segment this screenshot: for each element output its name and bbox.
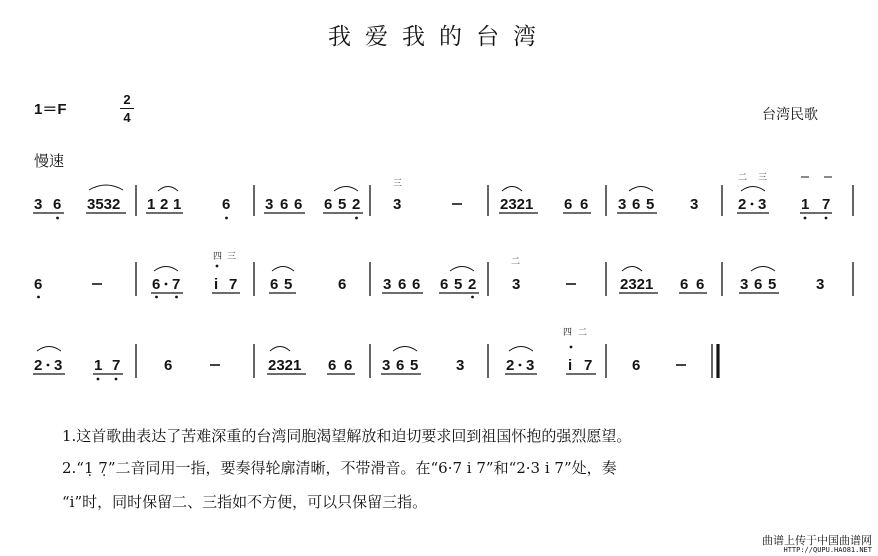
svg-text:6: 6 bbox=[754, 276, 763, 293]
svg-text:三: 三 bbox=[393, 179, 403, 189]
svg-text:6: 6 bbox=[222, 196, 231, 213]
svg-text:6: 6 bbox=[680, 276, 689, 293]
time-signature-bottom: 4 bbox=[123, 110, 131, 125]
time-signature-top: 2 bbox=[123, 92, 131, 107]
svg-text:3: 3 bbox=[265, 196, 274, 213]
svg-text:2: 2 bbox=[506, 357, 515, 374]
svg-text:6: 6 bbox=[440, 276, 449, 293]
watermark-line-2: HTTP://QUPU.HAO81.NET bbox=[783, 546, 872, 554]
svg-text:3: 3 bbox=[740, 276, 749, 293]
svg-text:3: 3 bbox=[456, 357, 465, 374]
svg-text:7: 7 bbox=[822, 196, 831, 213]
svg-text:5: 5 bbox=[768, 276, 777, 293]
svg-text:2: 2 bbox=[160, 196, 169, 213]
svg-text:3: 3 bbox=[758, 196, 767, 213]
explanation-note-2: 2.“1̣ 7̣”二音同用一指，要奏得轮廓清晰，不带滑音。在“6·7 i 7”和“2·3 i 7”处，奏 bbox=[62, 459, 617, 477]
tempo-marking: 慢速 bbox=[34, 152, 65, 170]
song-origin: 台湾民歌 bbox=[762, 107, 818, 123]
svg-text:6: 6 bbox=[564, 196, 573, 213]
svg-text:1: 1 bbox=[94, 357, 103, 374]
svg-text:6: 6 bbox=[412, 276, 421, 293]
svg-text:6: 6 bbox=[396, 357, 405, 374]
svg-text:二: 二 bbox=[738, 173, 748, 183]
svg-text:6: 6 bbox=[294, 196, 303, 213]
svg-text:2: 2 bbox=[738, 196, 747, 213]
svg-text:2: 2 bbox=[468, 276, 477, 293]
svg-text:2: 2 bbox=[352, 196, 361, 213]
svg-text:1: 1 bbox=[801, 196, 810, 213]
svg-text:2: 2 bbox=[34, 357, 43, 374]
svg-text:5: 5 bbox=[646, 196, 655, 213]
svg-text:7: 7 bbox=[172, 276, 181, 293]
page-title: 我爱我的台湾 bbox=[328, 24, 550, 50]
svg-text:1: 1 bbox=[173, 196, 182, 213]
svg-text:二: 二 bbox=[578, 328, 588, 338]
watermark-line-1: 曲谱上传于中国曲谱网 bbox=[762, 534, 872, 547]
svg-text:6: 6 bbox=[164, 357, 173, 374]
svg-text:2321: 2321 bbox=[620, 276, 654, 293]
svg-text:6: 6 bbox=[398, 276, 407, 293]
key-signature: 1＝F bbox=[34, 101, 67, 118]
svg-text:6: 6 bbox=[280, 196, 289, 213]
svg-text:6: 6 bbox=[632, 196, 641, 213]
svg-text:3: 3 bbox=[526, 357, 535, 374]
svg-text:3: 3 bbox=[382, 357, 391, 374]
svg-text:3: 3 bbox=[383, 276, 392, 293]
svg-text:6: 6 bbox=[580, 196, 589, 213]
svg-text:6: 6 bbox=[270, 276, 279, 293]
svg-text:7: 7 bbox=[112, 357, 121, 374]
svg-text:5: 5 bbox=[338, 196, 347, 213]
svg-text:三: 三 bbox=[227, 252, 237, 262]
svg-text:6: 6 bbox=[324, 196, 333, 213]
svg-text:6: 6 bbox=[152, 276, 161, 293]
svg-text:6: 6 bbox=[344, 357, 353, 374]
svg-text:3: 3 bbox=[618, 196, 627, 213]
svg-text:7: 7 bbox=[229, 276, 238, 293]
svg-text:3532: 3532 bbox=[87, 196, 121, 213]
svg-text:6: 6 bbox=[328, 357, 337, 374]
svg-text:3: 3 bbox=[393, 196, 402, 213]
svg-text:2321: 2321 bbox=[500, 196, 534, 213]
svg-text:二: 二 bbox=[511, 257, 521, 267]
svg-text:6: 6 bbox=[34, 276, 43, 293]
svg-text:5: 5 bbox=[410, 357, 419, 374]
explanation-note-1: 1.这首歌曲表达了苦难深重的台湾同胞渴望解放和迫切要求回到祖国怀抱的强烈愿望。 bbox=[62, 427, 632, 445]
score-line-1 bbox=[33, 172, 832, 219]
svg-text:3: 3 bbox=[690, 196, 699, 213]
svg-text:3: 3 bbox=[512, 276, 521, 293]
svg-text:i: i bbox=[214, 276, 219, 293]
explanation-note-3: “i”时，同时保留二、三指如不方便，可以只保留三指。 bbox=[62, 493, 428, 511]
svg-text:四: 四 bbox=[213, 252, 223, 262]
svg-text:3: 3 bbox=[34, 196, 43, 213]
score-line-3 bbox=[33, 327, 686, 380]
svg-text:2321: 2321 bbox=[268, 357, 302, 374]
svg-text:7: 7 bbox=[584, 357, 593, 374]
svg-text:6: 6 bbox=[338, 276, 347, 293]
svg-text:3: 3 bbox=[816, 276, 825, 293]
svg-text:6: 6 bbox=[53, 196, 62, 213]
svg-text:1: 1 bbox=[147, 196, 156, 213]
svg-text:四: 四 bbox=[563, 328, 573, 338]
svg-text:3: 3 bbox=[54, 357, 63, 374]
svg-text:5: 5 bbox=[284, 276, 293, 293]
svg-text:5: 5 bbox=[454, 276, 463, 293]
score-line-2 bbox=[34, 251, 824, 298]
svg-text:6: 6 bbox=[632, 357, 641, 374]
svg-text:i: i bbox=[568, 357, 573, 374]
svg-text:6: 6 bbox=[696, 276, 705, 293]
svg-text:三: 三 bbox=[758, 173, 768, 183]
